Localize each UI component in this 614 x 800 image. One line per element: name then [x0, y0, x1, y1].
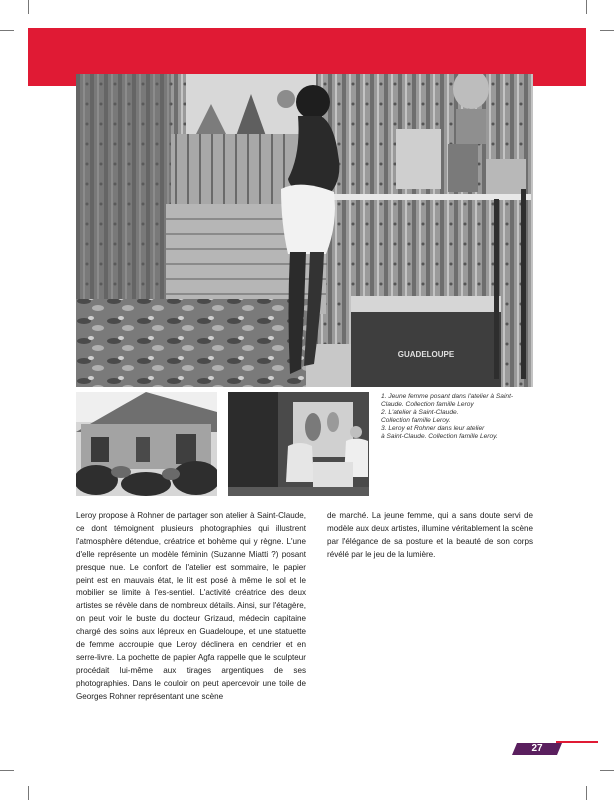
crop-mark	[28, 0, 29, 14]
caption-line: Claude. Collection famille Leroy	[381, 401, 474, 408]
body-column-right	[327, 510, 533, 562]
photo-captions	[381, 393, 531, 441]
page-number-rule	[556, 741, 598, 743]
page-number: 27	[531, 743, 543, 754]
body-paragraph: de marché. La jeune femme, qui a sans doute servi de modèle aux deux artistes, illumine véritablement la scène par l'élégance de sa posture et la beauté de son corps révélé par le jeu de la lumière.	[327, 511, 533, 559]
crop-mark	[0, 30, 14, 31]
caption-line: Collection famille Leroy.	[381, 417, 451, 424]
crop-mark	[28, 786, 29, 800]
caption-line: 3. Leroy et Rohner dans leur atelier	[381, 425, 485, 432]
page-number-tab	[512, 741, 598, 755]
caption-line: 2. L'atelier à Saint-Claude.	[381, 409, 459, 416]
crop-mark	[600, 30, 614, 31]
trunk-label: GUADELOUPE	[397, 350, 455, 359]
crop-mark	[586, 786, 587, 800]
crop-mark	[600, 770, 614, 771]
photo-artists-atelier	[228, 392, 369, 496]
body-column-left	[76, 510, 306, 704]
body-paragraph: Leroy propose à Rohner de partager son atelier à Saint-Claude, ce dont témoignent plusieurs photographies qui illustrent l'atmosphère détendue, créatrice et bohème qui y règne. L'une d'elle représente un modèle féminin (Suzanne Miatti ?) posant presque nue. Le confort de l'atelier est sommaire, le papier peint est en mauvais état, le lit est posé à même le sol et le mobilier se limite à l'es-sentiel. L'activité créatrice des deux artistes se révèle dans de nombreux détails. Ainsi, sur l'étagère, on peut voir le buste du docteur Grizaud, médecin capitaine chargé des soins aux lépreux en Guadeloupe, et une statuette de femme accroupie que Leroy déclinera en cendrier et en serre-livre. La pochette de papier Agfa rappelle que le sculpteur procédait lui-même aux tirages argentiques de ses photographies. Dans le couloir on peut apercevoir une toile de Georges Rohner représentant une scène	[76, 511, 306, 701]
crop-mark	[0, 770, 14, 771]
photo-studio-exterior	[76, 392, 217, 496]
crop-mark	[586, 0, 587, 14]
caption-line: à Saint-Claude. Collection famille Leroy.	[381, 433, 498, 440]
photo-studio-model	[76, 74, 533, 387]
caption-line: 1. Jeune femme posant dans l'atelier à Saint-	[381, 393, 514, 400]
